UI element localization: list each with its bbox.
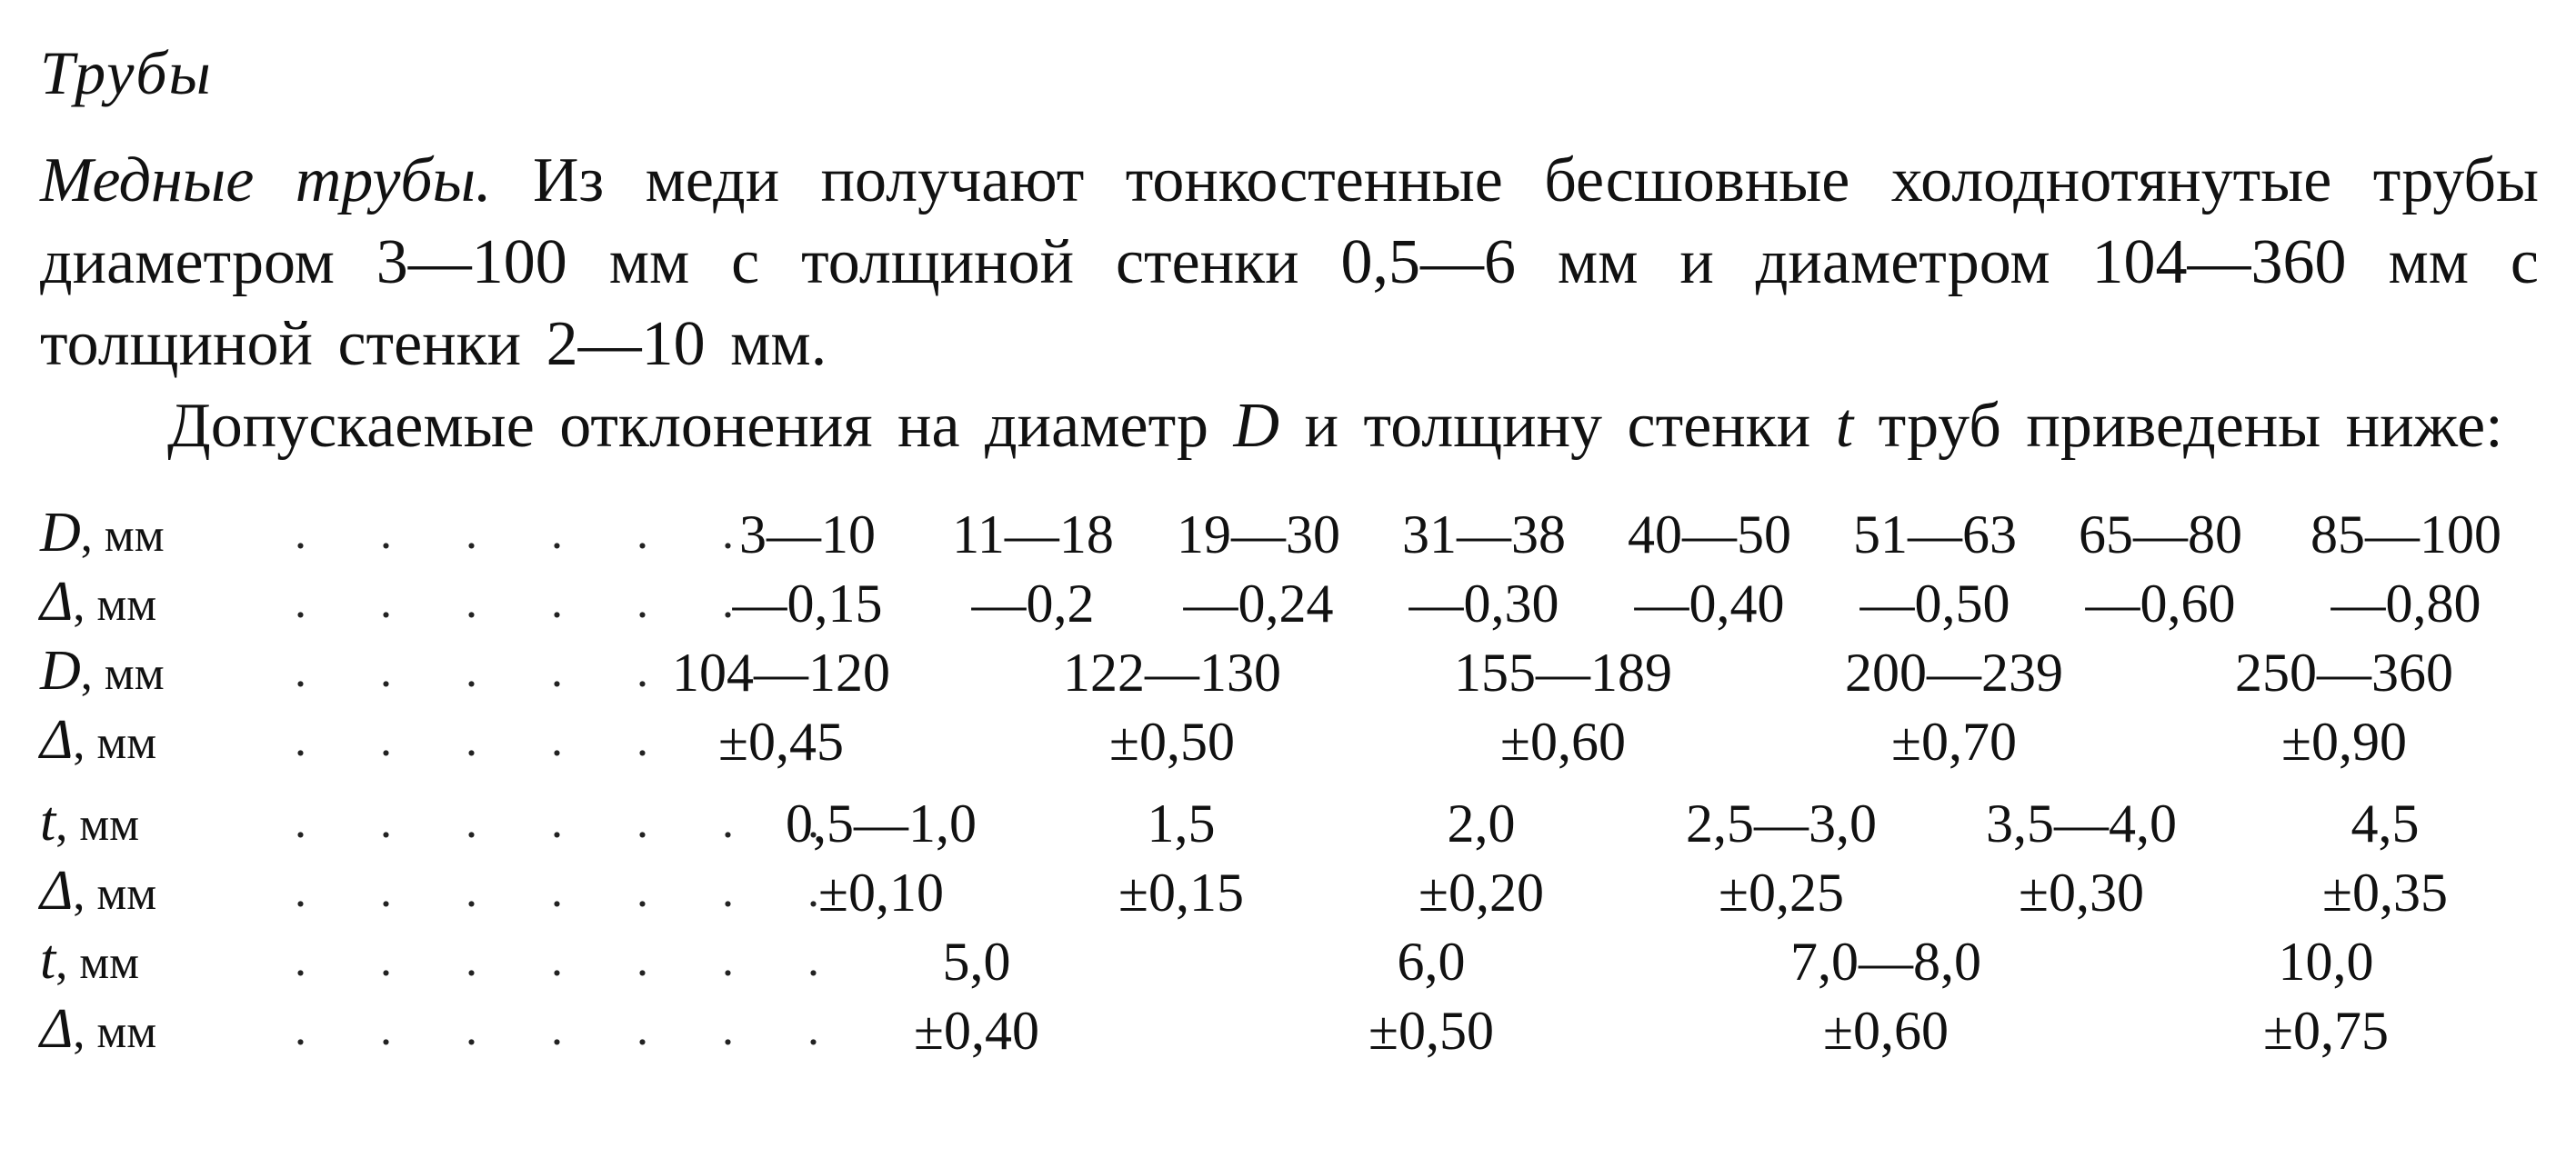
- table-cell: ±0,30: [2019, 862, 2144, 923]
- table-cell: 6,0: [1397, 931, 1466, 992]
- table-cell: 1,5: [1147, 793, 1216, 854]
- table-cell: 51—63: [1853, 504, 2017, 564]
- table-cell: ±0,10: [818, 862, 944, 923]
- table-row: [40, 927, 2539, 996]
- unit-label: , мм: [55, 937, 140, 989]
- row-label: [40, 500, 765, 569]
- table-row: [40, 858, 2539, 927]
- paragraph2-part2: и толщину стенки: [1279, 391, 1836, 461]
- row-label: [40, 996, 850, 1065]
- table-cell: ±0,40: [914, 1000, 1039, 1061]
- table-row: [40, 569, 2539, 638]
- leader-dots: . . . . . . .: [295, 934, 850, 986]
- variable-d: D: [1233, 391, 1280, 461]
- row-label: [40, 569, 765, 638]
- unit-label: , мм: [80, 648, 165, 700]
- symbol-delta: Δ: [40, 860, 74, 922]
- section-heading: Трубы: [40, 38, 213, 107]
- leader-dots: . . . . . . .: [295, 865, 850, 917]
- symbol-t: t: [40, 791, 56, 853]
- table-cell: ±0,70: [1891, 711, 2017, 772]
- table-cell: —0,15: [732, 573, 883, 634]
- row-label: [40, 927, 850, 996]
- table-row: [40, 638, 2539, 707]
- leader-dots: . . . . .: [295, 714, 679, 766]
- row-label: [40, 858, 850, 927]
- row-label: [40, 789, 850, 858]
- leader-dots: . . . . . . .: [295, 1003, 850, 1055]
- table-row: [40, 707, 2539, 776]
- table-cell: 2,5—3,0: [1686, 793, 1877, 854]
- tolerance-tables: [40, 500, 2539, 1065]
- table-cell: 2,0: [1447, 793, 1516, 854]
- symbol-d: D: [40, 640, 81, 702]
- table-row: [40, 789, 2539, 858]
- row-label: [40, 707, 679, 776]
- unit-label: , мм: [73, 717, 157, 769]
- table-cell: 10,0: [2278, 931, 2374, 992]
- table-cell: ±0,90: [2281, 711, 2407, 772]
- table-cell: 85—100: [2310, 504, 2501, 564]
- table-cell: —0,2: [971, 573, 1095, 634]
- table-cell: ±0,25: [1719, 862, 1844, 923]
- leader-dots: . . . . . . .: [295, 796, 850, 848]
- table-row: [40, 996, 2539, 1065]
- table-cell: 7,0—8,0: [1790, 931, 1981, 992]
- unit-label: , мм: [55, 799, 140, 851]
- document-page: [40, 36, 2539, 1065]
- table-cell: 4,5: [2350, 793, 2420, 854]
- table-cell: 0,5—1,0: [786, 793, 977, 854]
- table-cell: ±0,15: [1118, 862, 1244, 923]
- row-label: [40, 638, 679, 707]
- table-cell: 5,0: [942, 931, 1011, 992]
- table-cell: ±0,50: [1368, 1000, 1494, 1061]
- symbol-t: t: [40, 929, 56, 991]
- table-row: [40, 500, 2539, 569]
- variable-t: t: [1835, 391, 1854, 461]
- table-cell: ±0,20: [1418, 862, 1544, 923]
- paragraph-tolerances: [40, 385, 2539, 467]
- leader-dots: . . . . . .: [295, 576, 765, 628]
- paragraph2-part1: Допускаемые отклонения на диаметр: [167, 391, 1234, 461]
- paragraph-lead: Медные трубы.: [40, 145, 492, 215]
- table-cell: ±0,60: [1823, 1000, 1949, 1061]
- table-cell: 31—38: [1402, 504, 1566, 564]
- leader-dots: . . . . . .: [295, 507, 765, 559]
- table-cell: ±0,60: [1500, 711, 1626, 772]
- table-cell: 19—30: [1177, 504, 1340, 564]
- table-cell: 40—50: [1628, 504, 1791, 564]
- unit-label: , мм: [73, 1006, 157, 1058]
- table-cell: 155—189: [1454, 642, 1672, 703]
- symbol-delta: Δ: [40, 709, 74, 771]
- paragraph-body: Из меди получают тонкостенные бесшовные холоднотянутые трубы диаметром 3—100 мм с толщиной стенки 0,5—6 мм и диаметром 104—360 мм с толщиной стенки 2—10 мм.: [40, 145, 2540, 379]
- table-cell: 104—120: [672, 642, 890, 703]
- table-cell: 65—80: [2079, 504, 2242, 564]
- symbol-delta: Δ: [40, 571, 74, 633]
- wall-thickness-table-small: [40, 789, 2539, 927]
- unit-label: , мм: [73, 579, 157, 631]
- table-cell: —0,50: [1859, 573, 2010, 634]
- paragraph-copper-tubes: [40, 140, 2539, 385]
- table-spacer: [40, 776, 2539, 789]
- table-cell: —0,30: [1408, 573, 1559, 634]
- table-cell: 11—18: [952, 504, 1114, 564]
- table-cell: 122—130: [1063, 642, 1281, 703]
- leader-dots: . . . . .: [295, 645, 679, 697]
- table-cell: ±0,35: [2322, 862, 2448, 923]
- unit-label: , мм: [80, 510, 165, 562]
- table-cell: —0,24: [1183, 573, 1334, 634]
- wall-thickness-table-large: [40, 927, 2539, 1065]
- unit-label: , мм: [73, 868, 157, 920]
- table-cell: ±0,50: [1109, 711, 1235, 772]
- table-cell: 200—239: [1845, 642, 2063, 703]
- table-cell: 3—10: [739, 504, 876, 564]
- table-cell: —0,80: [2330, 573, 2481, 634]
- table-cell: 250—360: [2235, 642, 2453, 703]
- table-cell: —0,60: [2085, 573, 2236, 634]
- table-cell: ±0,45: [718, 711, 844, 772]
- diameter-table-small: [40, 500, 2539, 638]
- table-cell: 3,5—4,0: [1986, 793, 2177, 854]
- table-cell: ±0,75: [2263, 1000, 2389, 1061]
- table-cell: —0,40: [1634, 573, 1785, 634]
- symbol-d: D: [40, 502, 81, 564]
- symbol-delta: Δ: [40, 998, 74, 1060]
- diameter-table-large: [40, 638, 2539, 776]
- paragraph2-part3: труб приведены ниже:: [1853, 391, 2503, 461]
